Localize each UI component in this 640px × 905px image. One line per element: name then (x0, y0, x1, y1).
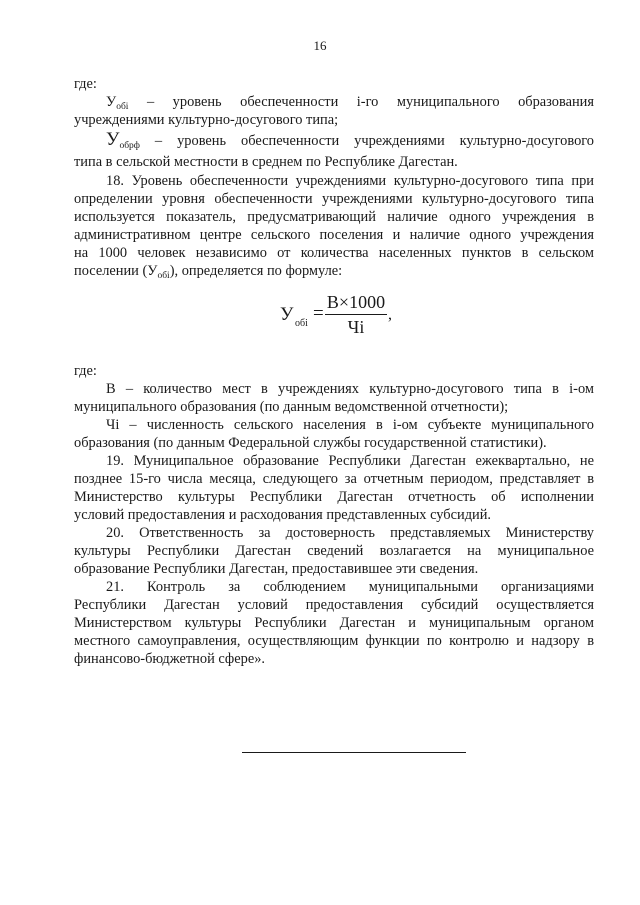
where-label-1: где: (74, 76, 97, 92)
definition-text: – уровень обеспеченности учреждениями культурно-досугового (139, 133, 594, 149)
closing-rule (242, 752, 466, 753)
p18-line3: используется показатель, предусматривающий наличие одного учреждения в (74, 209, 594, 225)
symbol-sub: обрф (119, 141, 140, 151)
symbol-sub: обі (157, 271, 170, 281)
formula-equals: = (313, 303, 324, 324)
p20-line2: культуры Республики Дагестан сведений возлагается на муниципальное (74, 543, 594, 559)
where-label-2: где: (74, 363, 97, 379)
formula-numerator: В×1000 (326, 292, 386, 312)
formula-lhs-sub: обі (295, 318, 308, 329)
formula (278, 292, 408, 344)
definition-ch-line2: образования (по данным Федеральной службы государственной статистики). (74, 435, 547, 451)
p18-line6 (74, 262, 594, 285)
p21-line3: Министерством культуры Республики Дагестан и муниципальным органом (74, 615, 594, 631)
p21-line5: финансово-бюджетной сфере». (74, 651, 266, 667)
symbol-u: У (106, 129, 120, 150)
p18-line2: определении уровня обеспеченности учреждениями культурно-досугового типа (74, 191, 594, 207)
p19-line3: Министерство культуры Республики Дагестан отчетность об исполнении (74, 489, 594, 505)
p18-line5: на 1000 человек независимо от количества населенных пунктов в сельском (74, 245, 594, 261)
p19-line1: 19. Муниципальное образование Республики Дагестан ежеквартально, не (106, 453, 594, 469)
p18-line6-b: ), определяется по формуле: (169, 263, 343, 279)
p18-line1: 18. Уровень обеспеченности учреждениями культурно-досугового типа при (106, 173, 594, 189)
p20-line3: образование Республики Дагестан, предоставившее эти сведения. (74, 561, 479, 577)
definition-text: – уровень обеспеченности і-го муниципального образования (128, 94, 594, 110)
p20-line1: 20. Ответственность за достоверность представляемых Министерству (106, 525, 594, 541)
definition-u-obrf-line1 (74, 131, 594, 155)
p18-line4: административном центре сельского поселения и наличие одного учреждения (74, 227, 594, 243)
p18-line6-a: поселении (У (74, 263, 158, 279)
p19-line2: позднее 15-го числа месяца, следующего за отчетным периодом, представляет в (74, 471, 594, 487)
p21-line1: 21. Контроль за соблюдением муниципальными организациями (106, 579, 594, 595)
p21-line2: Республики Дагестан условий предоставления субсидий осуществляется (74, 597, 594, 613)
symbol-u: У (106, 94, 117, 110)
p19-line4: условий предоставления и расходования представленных субсидий. (74, 507, 492, 523)
formula-lhs: У (280, 304, 294, 325)
definition-u-obrf-line2: типа в сельской местности в среднем по Республике Дагестан. (74, 154, 458, 170)
definition-b-line2: муниципального образования (по данным ведомственной отчетности); (74, 399, 509, 415)
page-number: 16 (313, 38, 327, 53)
p21-line4: местного самоуправления, осуществляющим функции по контролю и надзору в (74, 633, 594, 649)
formula-comma: , (388, 306, 392, 323)
definition-b-line1: В – количество мест в учреждениях культурно-досугового типа в і-ом (106, 381, 594, 397)
definition-u-obi-line2: учреждениями культурно-досугового типа; (74, 112, 339, 128)
formula-denominator: Чі (347, 317, 365, 337)
symbol-sub: обі (116, 102, 129, 112)
definition-ch-line1: Чі – численность сельского населения в і-ом субъекте муниципального (106, 417, 594, 433)
fraction-bar (325, 314, 387, 315)
